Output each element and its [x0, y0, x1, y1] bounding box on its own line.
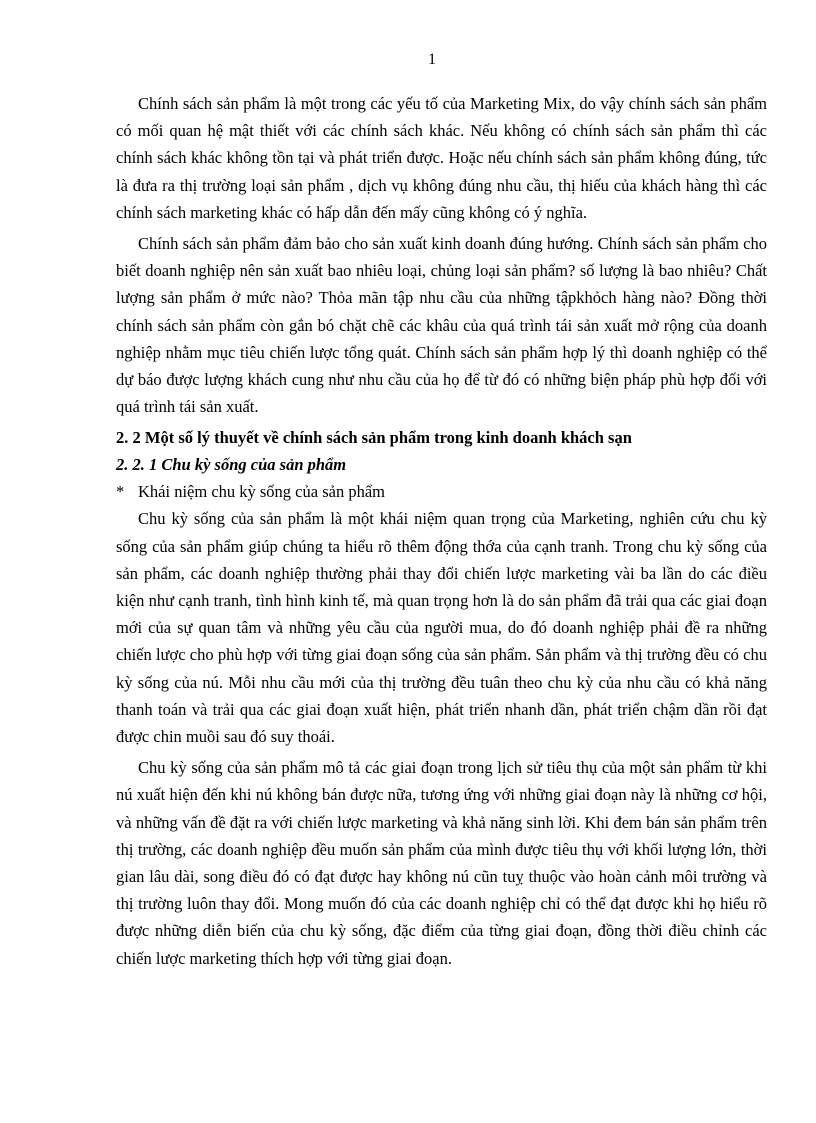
paragraph-product-policy-role: Chính sách sản phẩm là một trong các yếu tố của Marketing Mix, do vậy chính sách sản phẩm có mối quan hệ mật thiết với các chính sách khác. Nếu không có chính sách sản phẩm thì các chính sách khác không tồn tại và phát triển được. Hoặc nếu chính sách sản phẩm không đúng, tức là đưa ra thị trường loại sản phẩm , dịch vụ không đúng nhu cầu, thị hiếu của khách hàng thì các chính sách marketing khác có hấp dẫn đến mấy cũng không có ý nghĩa. [116, 94, 767, 222]
paragraph-product-policy-direction: Chính sách sản phẩm đảm bảo cho sản xuất kinh doanh đúng hướng. Chính sách sản phẩm cho biết doanh nghiệp nên sản xuất bao nhiêu loại, chủng loại sản phẩm? số lượng là bao nhiêu? Chất lượng sản phẩm ở mức nào? Thỏa mãn tập nhu cầu của những tậpkhỏch hàng nào? Đồng thời chính sách sản phẩm còn gắn bó chặt chẽ các khâu của quá trình tái sản xuất mở rộng của doanh nghiệp nhằm mục tiêu chiến lược tổng quát. Chính sách sản phẩm hợp lý thì doanh nghiệp có thể dự báo được lượng khách cung như nhu cầu của họ để từ đó có những biện pháp phù hợp đối với quá trình tái sản xuất. [116, 234, 767, 417]
section-heading: 2. 2 Một số lý thuyết về chính sách sản phẩm trong kinh doanh khách sạn [116, 428, 632, 448]
bullet-text: Khái niệm chu kỳ sống của sản phẩm [138, 482, 385, 502]
asterisk-bullet-icon: * [116, 482, 125, 502]
bullet-item [116, 478, 767, 505]
page-number: 1 [428, 51, 436, 68]
subsection-heading: 2. 2. 1 Chu kỳ sống của sản phẩm [116, 455, 347, 475]
document-body [116, 90, 767, 976]
paragraph-life-cycle-stages: Chu kỳ sống của sản phẩm mô tả các giai đoạn trong lịch sử tiêu thụ của một sản phẩm từ khi nú xuất hiện đến khi nú không bán được nữa, tương ứng với những giai đoạn này là những cơ hội, và những vấn đề đặt ra với chiến lược marketing và khả năng sinh lời. Khi đem bán sản phẩm trên thị trường, các doanh nghiệp đều muốn sản phẩm của mình được tiêu thụ với khối lượng lớn, thời gian lâu dài, song điều đó có đạt được hay không nú cũn tuỵ thuộc vào hoàn cảnh môi trường và thị trường luôn thay đổi. Mong muốn đó của các doanh nghiệp chỉ có thể đạt được khi họ hiểu rõ được những diễn biến của chu kỳ sống, đặc điểm của từng giai đoạn, đồng thời điều chỉnh các chiến lược marketing thích hợp với từng giai đoạn. [116, 758, 767, 968]
paragraph-life-cycle-concept: Chu kỳ sống của sản phẩm là một khái niệm quan trọng của Marketing, nghiên cứu chu kỳ sống của sản phẩm giúp chúng ta hiểu rõ thêm động thớa của cạnh tranh. Trong chu kỳ sống của sản phẩm, các doanh nghiệp thường phải thay đổi chiến lược marketing vài ba lần do các điều kiện như cạnh tranh, tình hình kinh tế, mà quan trọng hơn là do sản phẩm đã trải qua các giai đoạn mới của sự quan tâm và những yêu cầu của người mua, do đó doanh nghiệp phải đề ra những chiến lược cho phù hợp với từng giai đoạn sống của sản phẩm. Sản phẩm và thị trường đều có chu kỳ sống của nú. Mỗi nhu cầu mới của thị trường đều tuân theo chu kỳ của nhu cầu có khả năng thanh toán và trải qua các giai đoạn xuất hiện, phát triển nhanh dần, phát triển chậm dần rồi đạt được chin muồi sau đó suy thoái. [116, 509, 767, 747]
